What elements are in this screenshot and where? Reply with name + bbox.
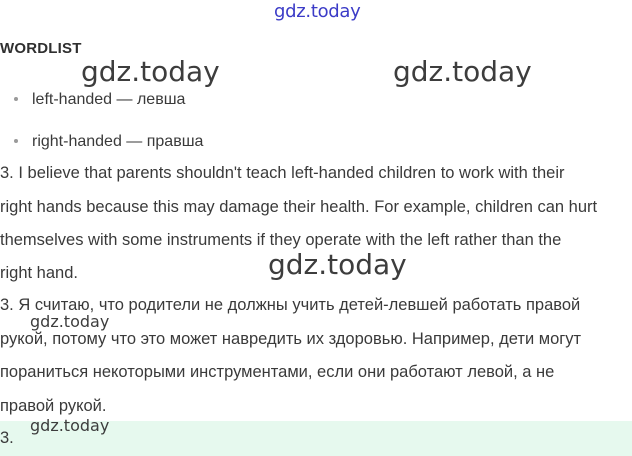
bullet-icon bbox=[14, 97, 18, 101]
watermark: gdz.today bbox=[30, 312, 110, 331]
watermark-top: gdz.today bbox=[274, 1, 361, 22]
paragraph-line: right hands because this may damage their health. For example, children can hurt bbox=[0, 198, 598, 216]
wordlist-heading: WORDLIST bbox=[0, 40, 82, 57]
watermark: gdz.today bbox=[81, 55, 220, 88]
wordlist-entry: right-handed — правша bbox=[32, 133, 204, 150]
answer-number: 3. bbox=[0, 429, 14, 447]
watermark: gdz.today bbox=[268, 248, 407, 281]
paragraph-line: 3. Я считаю, что родители не должны учить детей-левшей работать правой bbox=[0, 296, 581, 314]
paragraph-line: 3. I believe that parents shouldn't teach left-handed children to work with their bbox=[0, 164, 565, 182]
paragraph-line: рукой, потому что это может навредить их здоровью. Например, дети могут bbox=[0, 330, 582, 348]
paragraph-line: пораниться некоторыми инструментами, если они работают левой, а не bbox=[0, 363, 555, 381]
paragraph-line: right hand. bbox=[0, 264, 78, 282]
watermark: gdz.today bbox=[393, 55, 532, 88]
paragraph-line: правой рукой. bbox=[0, 397, 107, 415]
watermark: gdz.today bbox=[30, 416, 110, 435]
wordlist-entry: left-handed — левша bbox=[32, 91, 186, 108]
paragraph-line: themselves with some instruments if they operate with the left rather than the bbox=[0, 231, 562, 249]
bullet-icon bbox=[14, 139, 18, 143]
